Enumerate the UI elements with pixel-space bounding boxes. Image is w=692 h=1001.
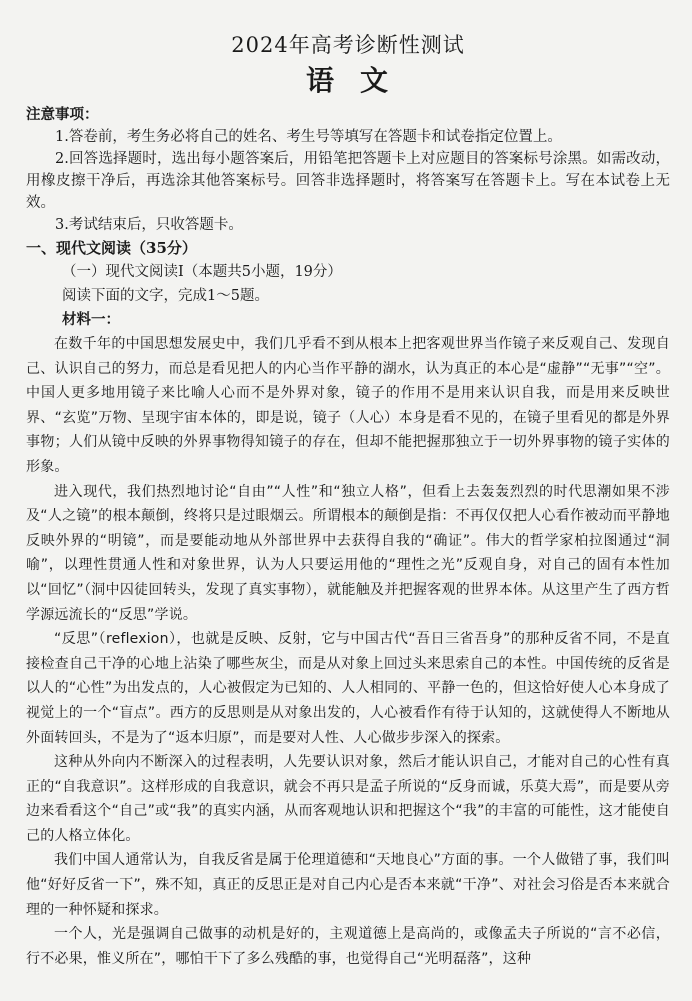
passage-paragraph-5: 我们中国人通常认为，自我反省是属于伦理道德和“天地良心”方面的事。一个人做错了事，我们叫他“好好反省一下”，殊不知，真正的反思正是对自己内心是否本来就“干净”、对社会习俗是否本来就合理的一种怀疑和探求。 — [26, 852, 670, 918]
subject-title: 语文 — [305, 64, 414, 97]
notice-heading: 注意事项： — [26, 106, 99, 123]
section-heading: 一、现代文阅读（35分） — [26, 239, 197, 257]
passage-paragraph-2: 进入现代，我们热烈地讨论“自由”“人性”和“独立人格”，但看上去轰轰烈烈的时代思潮如果不涉及“人之镜”的根本颠倒，终将只是过眼烟云。所谓根本的颠倒是指：不再仅仅把人心看作被动而平静地反映外界的“明镜”，而是要能动地从外部世界中去获得自我的“确证”。伟大的哲学家柏拉图通过“洞喻”，以理性贯通人性和对象世界，认为人只要运用他的“理性之光”反观自身，对自己的固有本性加以“回忆”（洞中囚徒回转头，发现了真实事物），就能触及并把握客观的世界本体。从这里产生了西方哲学源远流长的“反思”学说。 — [26, 483, 670, 623]
passage-paragraph-3: “反思”（reflexion），也就是反映、反射，它与中国古代“吾日三省吾身”的那种反省不同，不是直接检查自己干净的心地上沾染了哪些灰尘，而是从对象上回过头来思索自己的本性。中国传统的反省是以人的“心性”为出发点的，人心被假定为已知的、人人相同的、平静一色的，但这恰好使人心本身成了视觉上的一个“盲点”。西方的反思则是从对象出发的，人心被看作有待于认知的，这就使得人不断地从外面转回头，不是为了“返本归原”，而是要对人性、人心做步步深入的探索。 — [26, 631, 670, 746]
reading-instruction: 阅读下面的文字，完成1～5题。 — [62, 288, 269, 304]
material-label: 材料一： — [62, 311, 120, 328]
exam-title: 2024年高考诊断性测试 — [231, 33, 465, 57]
notice-item-1: 1.答卷前，考生务必将自己的姓名、考生号等填写在答题卡和试卷指定位置上。 — [55, 129, 562, 145]
passage-paragraph-4: 这种从外向内不断深入的过程表明，人先要认识对象，然后才能认识自己，才能对自己的心性有真正的“自我意识”。这样形成的自我意识，就会不再只是孟子所说的“反身而诚，乐莫大焉”，而是要从旁边来看看这个“自己”或“我”的真实内涵，从而客观地认识和把握这个“我”的丰富的可能性，这才能使自己的人格立体化。 — [26, 754, 670, 844]
notice-block — [26, 104, 670, 236]
subsection-heading: （一）现代文阅读Ⅰ（本题共5小题，19分） — [62, 264, 342, 280]
passage-paragraph-6: 一个人，光是强调自己做事的动机是好的，主观道德上是高尚的，或像孟夫子所说的“言不必信，行不必果，惟义所在”，哪怕干下了多么残酷的事，也觉得自己“光明磊落”，这种 — [26, 926, 670, 967]
passage-paragraph-1: 在数千年的中国思想发展史中，我们几乎看不到从根本上把客观世界当作镜子来反观自己、发现自己、认识自己的努力，而总是看见把人的内心当作平静的湖水，认为真正的本心是“虚静”“无事”“空”。中国人更多地用镜子来比喻人心而不是外界对象，镜子的作用不是用来认识自我，而是用来反映世界、“玄览”万物、呈现宇宙本体的，即是说，镜子（人心）本身是看不见的，在镜子里看见的都是外界事物；人们从镜中反映的外界事物得知镜子的存在，但却不能把握那独立于一切外界事物的镜子实体的形象。 — [26, 336, 670, 475]
notice-item-3: 3.考试结束后，只收答题卡。 — [55, 217, 243, 233]
notice-item-2: 2.回答选择题时，选出每小题答案后，用铅笔把答题卡上对应题目的答案标号涂黑。如需改动，用橡皮擦干净后，再选涂其他答案标号。回答非选择题时，将答案写在答题卡上。写在本试卷上无效。 — [26, 151, 670, 211]
reading-section — [26, 236, 670, 971]
